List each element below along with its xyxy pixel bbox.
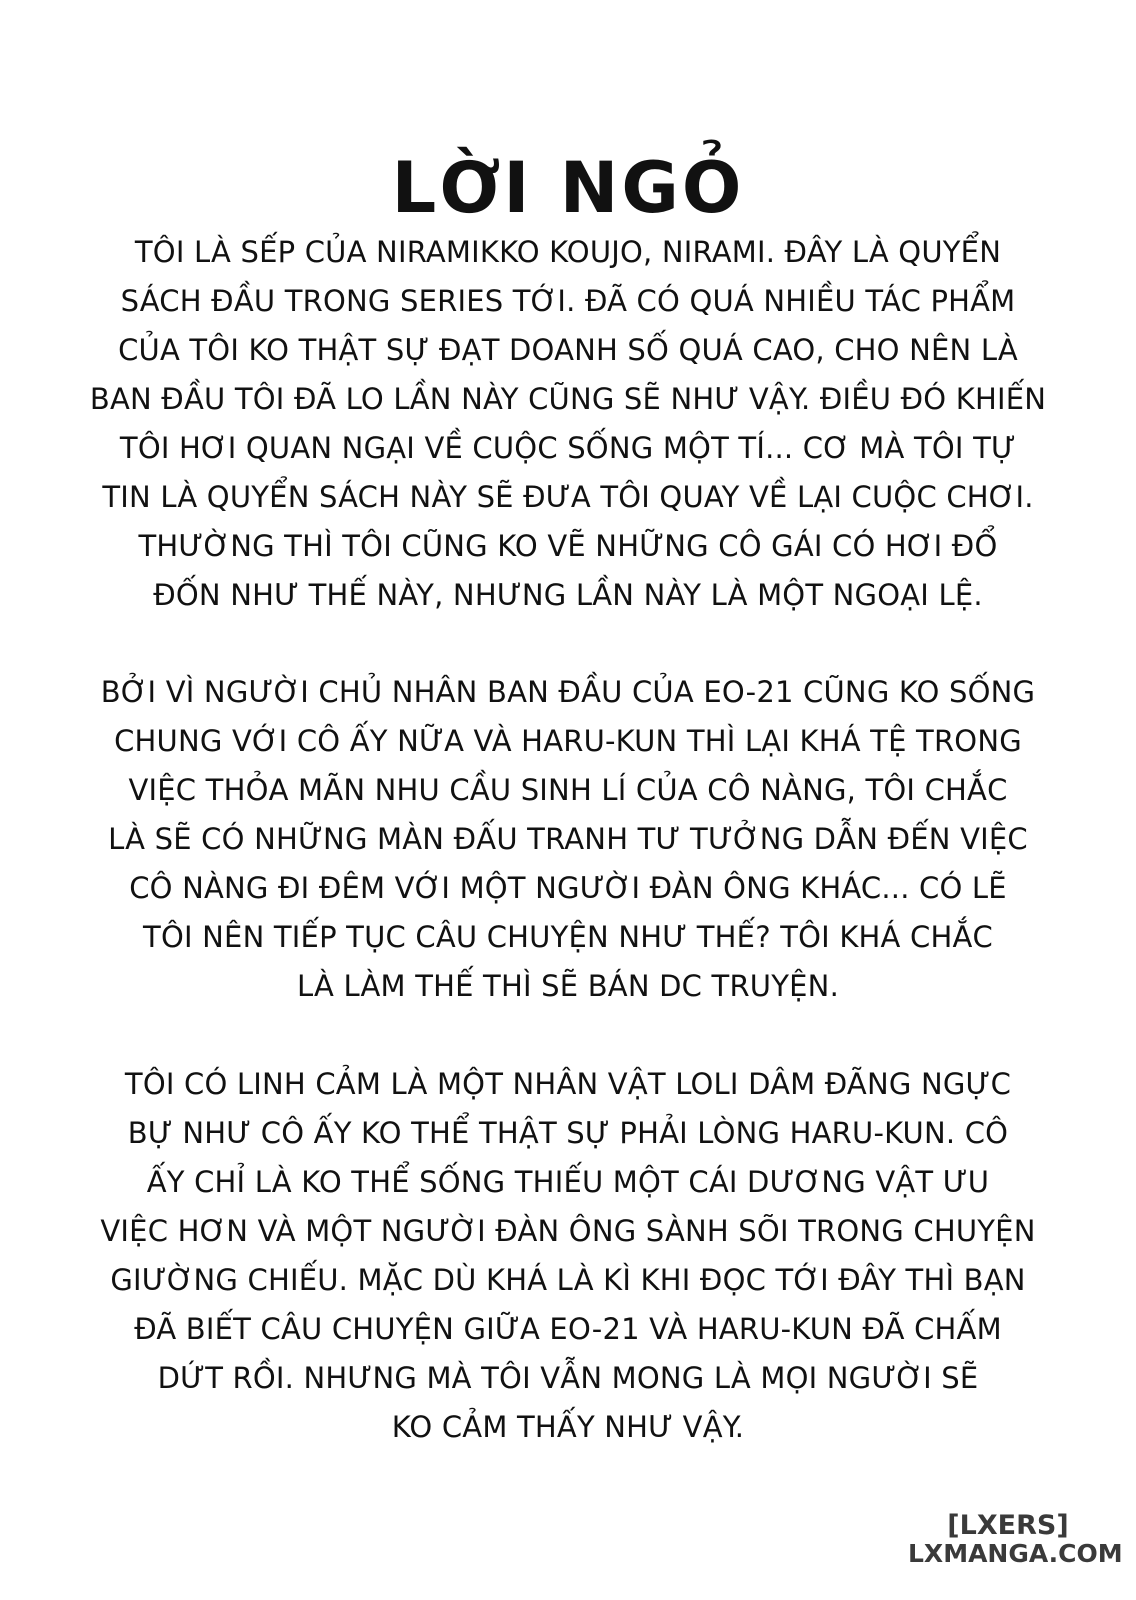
text-line: BỰ NHƯ CÔ ẤY KO THỂ THẬT SỰ PHẢI LÒNG HARU-KUN. CÔ bbox=[127, 1116, 1009, 1150]
text-line: DỨT RỒI. NHƯNG MÀ TÔI VẪN MONG LÀ MỌI NGƯỜI SẼ bbox=[157, 1361, 979, 1395]
text-line: TÔI NÊN TIẾP TỤC CÂU CHUYỆN NHƯ THẾ? TÔI KHÁ CHẮC bbox=[143, 920, 993, 954]
text-line: ĐỐN NHƯ THẾ NÀY, NHƯNG LẦN NÀY LÀ MỘT NGOẠI LỆ. bbox=[153, 578, 983, 612]
text-line: LÀ LÀM THẾ THÌ SẼ BÁN DC TRUYỆN. bbox=[297, 969, 839, 1003]
text-line: CÔ NÀNG ĐI ĐÊM VỚI MỘT NGƯỜI ĐÀN ÔNG KHÁC... CÓ LẼ bbox=[129, 871, 1007, 905]
text-line: LÀ SẼ CÓ NHỮNG MÀN ĐẤU TRANH TƯ TƯỞNG DẪN ĐẾN VIỆC bbox=[108, 822, 1028, 856]
text-line: BAN ĐẦU TÔI ĐÃ LO LẦN NÀY CŨNG SẼ NHƯ VẬY. ĐIỀU ĐÓ KHIẾN bbox=[89, 382, 1047, 416]
text-line: TIN LÀ QUYỂN SÁCH NÀY SẼ ĐƯA TÔI QUAY VỀ LẠI CUỘC CHƠI. bbox=[102, 480, 1034, 514]
text-line: TÔI HƠI QUAN NGẠI VỀ CUỘC SỐNG MỘT TÍ... CƠ MÀ TÔI TỰ bbox=[119, 431, 1017, 465]
text-line: THƯỜNG THÌ TÔI CŨNG KO VẼ NHỮNG CÔ GÁI CÓ HƠI ĐỔ bbox=[138, 529, 998, 563]
watermark-tag: [LXERS] bbox=[947, 1510, 1069, 1541]
watermark-site: LXMANGA.COM bbox=[908, 1539, 1123, 1568]
text-line: CỦA TÔI KO THẬT SỰ ĐẠT DOANH SỐ QUÁ CAO, CHO NÊN LÀ bbox=[118, 333, 1018, 367]
paragraph-2 bbox=[20, 668, 1116, 1011]
text-line: VIỆC THỎA MÃN NHU CẦU SINH LÍ CỦA CÔ NÀNG, TÔI CHẮC bbox=[128, 773, 1008, 807]
text-line: SÁCH ĐẦU TRONG SERIES TỚI. ĐÃ CÓ QUÁ NHIỀU TÁC PHẨM bbox=[120, 284, 1016, 318]
paragraph-3 bbox=[20, 1060, 1116, 1452]
text-line: TÔI CÓ LINH CẢM LÀ MỘT NHÂN VẬT LOLI DÂM ĐÃNG NGỰC bbox=[124, 1067, 1012, 1101]
page-title: LỜI NGỎ bbox=[391, 147, 745, 229]
text-line: VIỆC HƠN VÀ MỘT NGƯỜI ĐÀN ÔNG SÀNH SÕI TRONG CHUYỆN bbox=[100, 1214, 1036, 1248]
text-line: TÔI LÀ SẾP CỦA NIRAMIKKO KOUJO, NIRAMI. ĐÂY LÀ QUYỂN bbox=[134, 235, 1002, 269]
text-line: GIƯỜNG CHIẾU. MẶC DÙ KHÁ LÀ KÌ KHI ĐỌC TỚI ĐÂY THÌ BẠN bbox=[110, 1263, 1026, 1297]
text-line: BỞI VÌ NGƯỜI CHỦ NHÂN BAN ĐẦU CỦA EO-21 CŨNG KO SỐNG bbox=[100, 675, 1036, 709]
text-line: ĐÃ BIẾT CÂU CHUYỆN GIỮA EO-21 VÀ HARU-KUN ĐÃ CHẤM bbox=[134, 1312, 1002, 1346]
text-line: CHUNG VỚI CÔ ẤY NỮA VÀ HARU-KUN THÌ LẠI KHÁ TỆ TRONG bbox=[114, 724, 1022, 758]
text-line: KO CẢM THẤY NHƯ VẬY. bbox=[391, 1410, 745, 1444]
watermark bbox=[908, 1510, 1123, 1568]
text-line: ẤY CHỈ LÀ KO THỂ SỐNG THIẾU MỘT CÁI DƯƠNG VẬT ƯU bbox=[146, 1165, 990, 1199]
paragraph-1 bbox=[20, 228, 1116, 620]
